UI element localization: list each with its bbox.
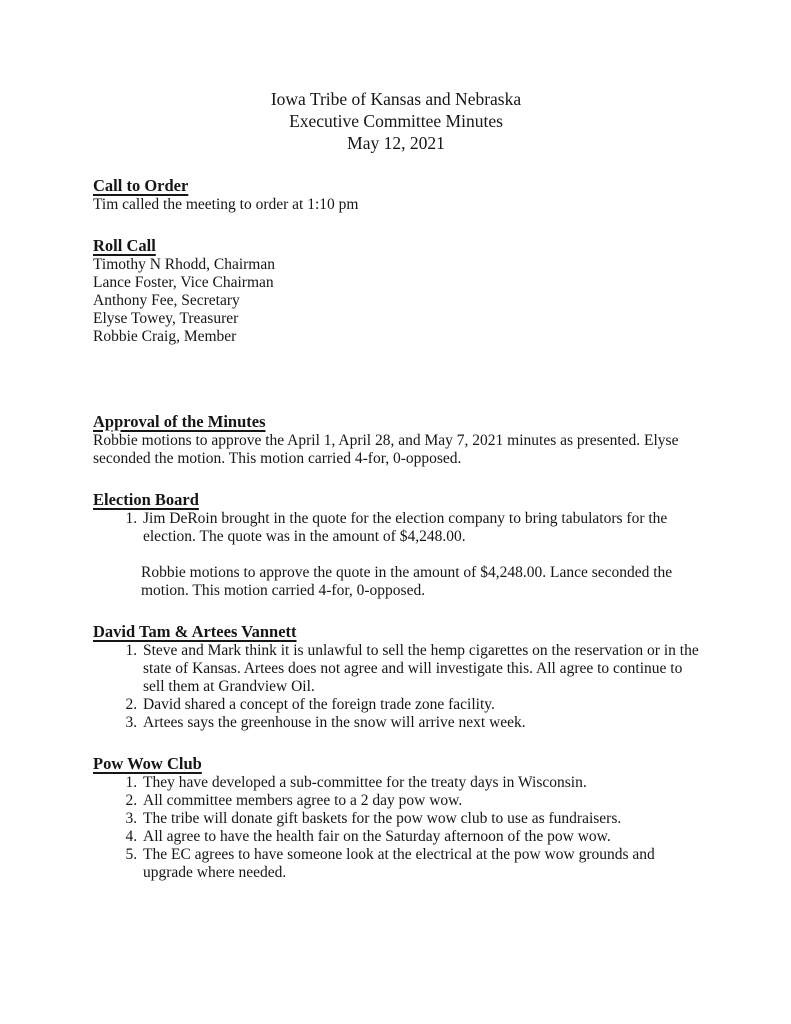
roll-call-line: Robbie Craig, Member (93, 328, 237, 345)
section-pow-wow-club (93, 754, 699, 882)
section-heading-pow-wow-club: Pow Wow Club (93, 754, 202, 773)
document-date-line: May 12, 2021 (347, 133, 445, 153)
list-item: 1. Steve and Mark think it is unlawful to sell the hemp cigarettes on the reservation or in the state of Kansas. Artees does not agree and will investigate this. All agree to continue to sell them at Grandview Oil. (141, 642, 699, 696)
roll-call-line: Elyse Towey, Treasurer (93, 310, 239, 327)
document-title-block (93, 88, 699, 154)
list-item: 2. All committee members agree to a 2 day pow wow. (141, 792, 699, 810)
paragraph: Tim called the meeting to order at 1:10 pm (93, 196, 359, 213)
document-body (93, 176, 699, 882)
numbered-list (93, 642, 699, 732)
numbered-list (93, 774, 699, 882)
section-election-board (93, 490, 699, 600)
list-item: 1. Jim DeRoin brought in the quote for the election company to bring tabulators for the election. The quote was in the amount of $4,248.00. (141, 510, 699, 546)
roll-call-line: Anthony Fee, Secretary (93, 292, 240, 309)
list-item: 5. The EC agrees to have someone look at the electrical at the pow wow grounds and upgrade where needed. (141, 846, 699, 882)
section-call-to-order (93, 176, 699, 214)
section-heading-david-tam-artees-vannett: David Tam & Artees Vannett (93, 622, 297, 641)
list-item: 2. David shared a concept of the foreign trade zone facility. (141, 696, 699, 714)
section-approval-of-the-minutes (93, 412, 699, 468)
roll-call-line: Timothy N Rhodd, Chairman (93, 256, 275, 273)
section-heading-election-board: Election Board (93, 490, 199, 509)
section-heading-roll-call: Roll Call (93, 236, 156, 255)
section-roll-call (93, 236, 699, 346)
document-title-line-1: Iowa Tribe of Kansas and Nebraska (270, 89, 522, 109)
roll-call-line: Lance Foster, Vice Chairman (93, 274, 274, 291)
list-item: 1. They have developed a sub-committee for the treaty days in Wisconsin. (141, 774, 699, 792)
section-david-tam-artees-vannett (93, 622, 699, 732)
section-heading-call-to-order: Call to Order (93, 176, 189, 195)
paragraph: Robbie motions to approve the April 1, April 28, and May 7, 2021 minutes as presented. Elyse seconded the motion. This motion carried 4-for, 0-opposed. (93, 432, 679, 467)
numbered-list (93, 510, 699, 546)
section-heading-approval-of-the-minutes: Approval of the Minutes (93, 412, 266, 431)
list-item: 3. Artees says the greenhouse in the snow will arrive next week. (141, 714, 699, 732)
indented-paragraph: Robbie motions to approve the quote in the amount of $4,248.00. Lance seconded the motion. This motion carried 4-for, 0-opposed. (141, 564, 673, 599)
list-item: 4. All agree to have the health fair on the Saturday afternoon of the pow wow. (141, 828, 699, 846)
list-item: 3. The tribe will donate gift baskets for the pow wow club to use as fundraisers. (141, 810, 699, 828)
document-title-line-2: Executive Committee Minutes (289, 111, 503, 131)
